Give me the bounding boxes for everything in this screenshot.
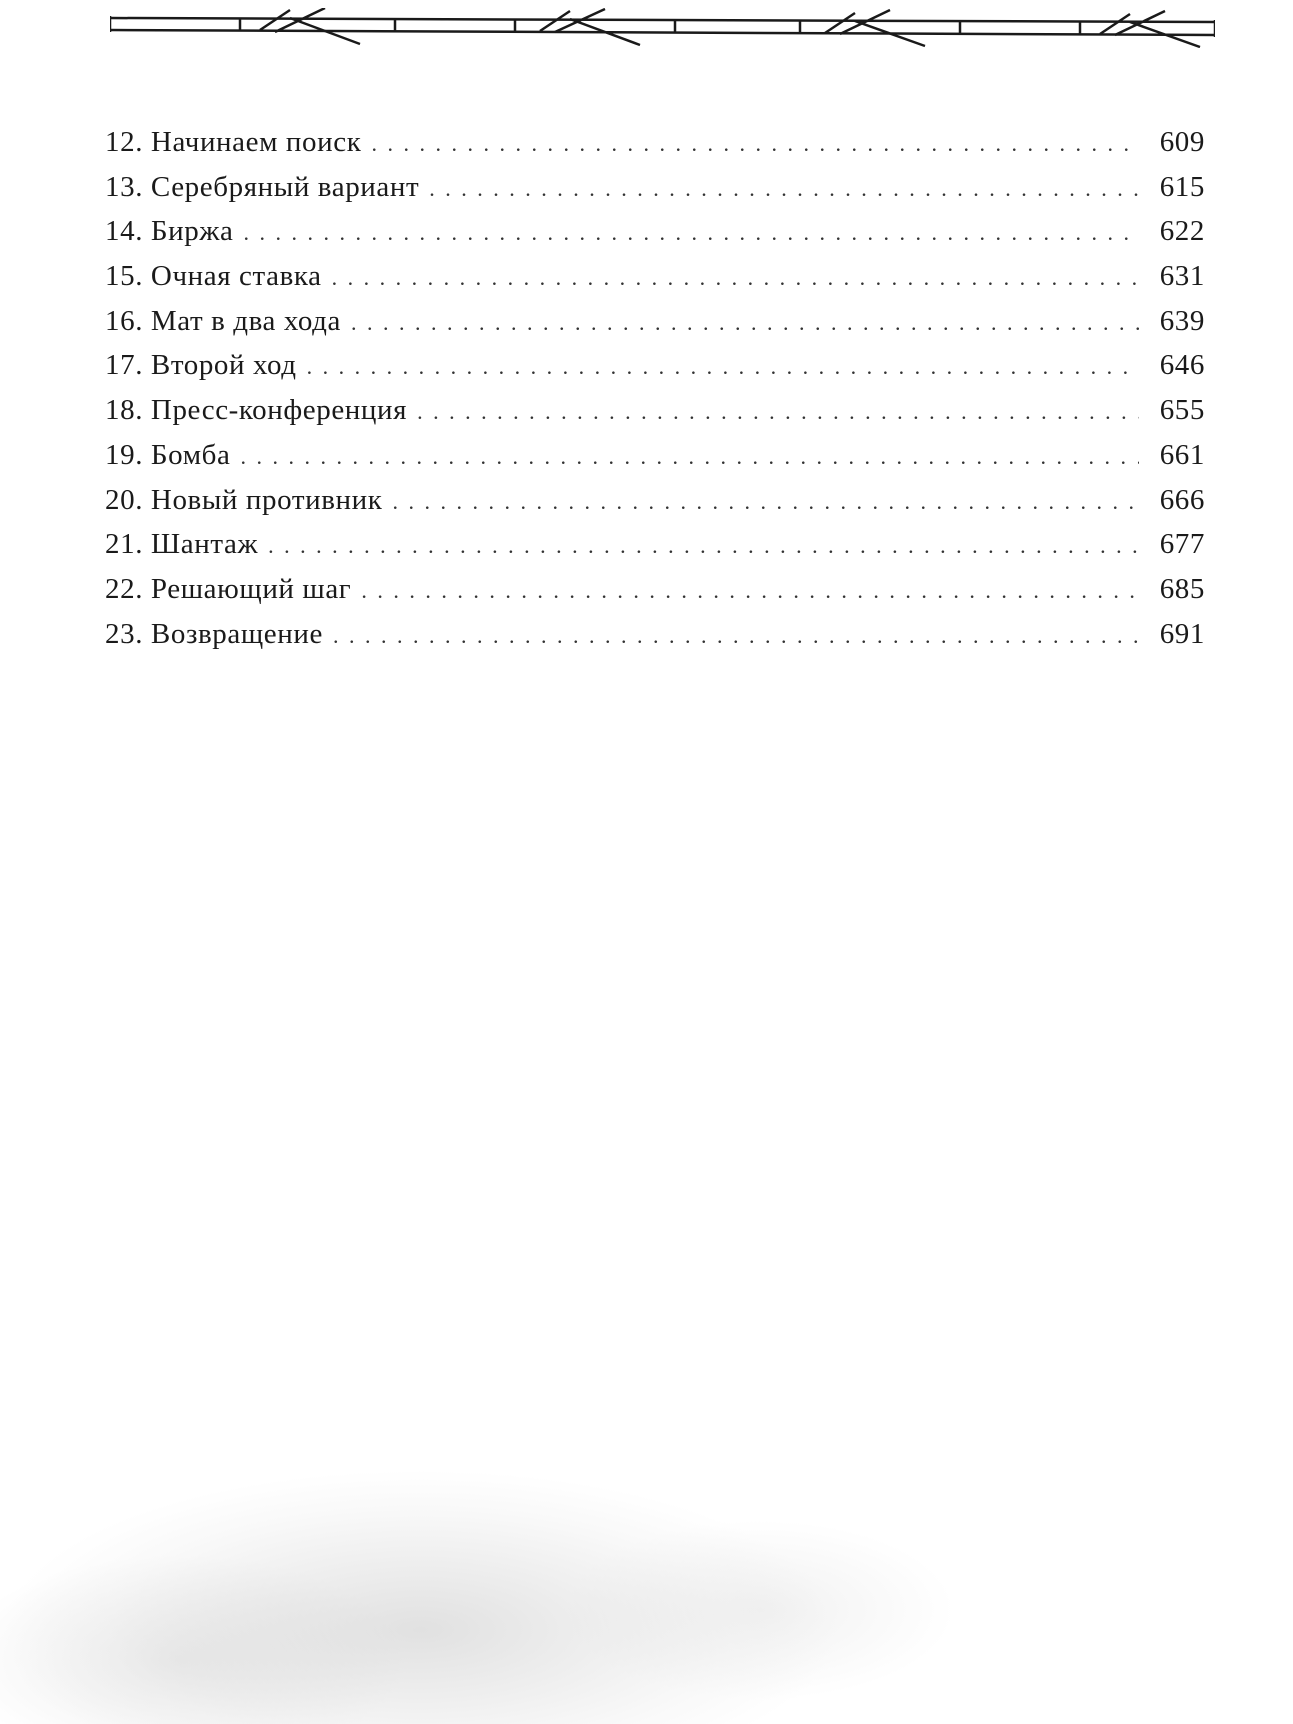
toc-entry-page: 666 — [1159, 483, 1205, 516]
toc-entry[interactable] — [105, 528, 1205, 573]
toc-entry-title: 20. Новый противник — [105, 483, 383, 516]
toc-leader-dots — [243, 220, 1139, 246]
toc-entry-title: 12. Начинаем поиск — [105, 126, 362, 158]
toc-entry-page: 631 — [1159, 260, 1205, 293]
toc-entry-page: 639 — [1159, 304, 1205, 337]
toc-entry-title: 23. Возвращение — [105, 617, 323, 650]
toc-entry-title: 22. Решающий шаг — [105, 572, 352, 605]
toc-entry-page: 609 — [1159, 126, 1205, 158]
toc-leader-dots — [240, 444, 1139, 470]
toc-entry-title: 21. Шантаж — [105, 528, 259, 561]
toc-entry-page: 622 — [1159, 215, 1205, 248]
table-of-contents — [105, 126, 1205, 662]
toc-entry-title: 16. Мат в два хода — [105, 304, 341, 337]
toc-entry-page: 646 — [1159, 349, 1205, 382]
toc-entry-page: 691 — [1159, 617, 1205, 650]
toc-entry-page: 677 — [1159, 528, 1205, 561]
toc-leader-dots — [333, 623, 1139, 649]
toc-entry[interactable] — [105, 260, 1205, 305]
toc-entry-title: 17. Второй ход — [105, 349, 297, 382]
toc-entry-title: 18. Пресс-конференция — [105, 394, 408, 427]
toc-entry[interactable] — [105, 126, 1205, 171]
toc-entry-page: 661 — [1159, 438, 1205, 471]
toc-entry[interactable] — [105, 484, 1205, 529]
toc-leader-dots — [371, 131, 1139, 157]
toc-entry[interactable] — [105, 439, 1205, 484]
toc-entry[interactable] — [105, 349, 1205, 394]
toc-leader-dots — [268, 533, 1139, 559]
toc-leader-dots — [332, 265, 1139, 291]
paper-stain — [0, 1380, 1000, 1724]
toc-entry-title: 13. Серебряный вариант — [105, 170, 420, 203]
toc-entry-page: 615 — [1159, 170, 1205, 203]
toc-entry[interactable] — [105, 394, 1205, 439]
toc-entry[interactable] — [105, 171, 1205, 216]
toc-leader-dots — [307, 354, 1139, 380]
toc-entry-title: 14. Биржа — [105, 215, 234, 248]
toc-entry-page: 655 — [1159, 394, 1205, 427]
toc-entry-title: 15. Очная ставка — [105, 260, 322, 293]
toc-leader-dots — [417, 399, 1139, 425]
header-ornament — [110, 8, 1215, 48]
toc-entry[interactable] — [105, 618, 1205, 663]
toc-leader-dots — [361, 578, 1139, 604]
toc-entry-page: 685 — [1159, 572, 1205, 605]
toc-leader-dots — [351, 310, 1139, 336]
toc-leader-dots — [392, 489, 1139, 515]
toc-leader-dots — [429, 176, 1139, 202]
toc-entry[interactable] — [105, 215, 1205, 260]
toc-entry[interactable] — [105, 573, 1205, 618]
toc-entry-title: 19. Бомба — [105, 438, 231, 471]
toc-entry[interactable] — [105, 305, 1205, 350]
